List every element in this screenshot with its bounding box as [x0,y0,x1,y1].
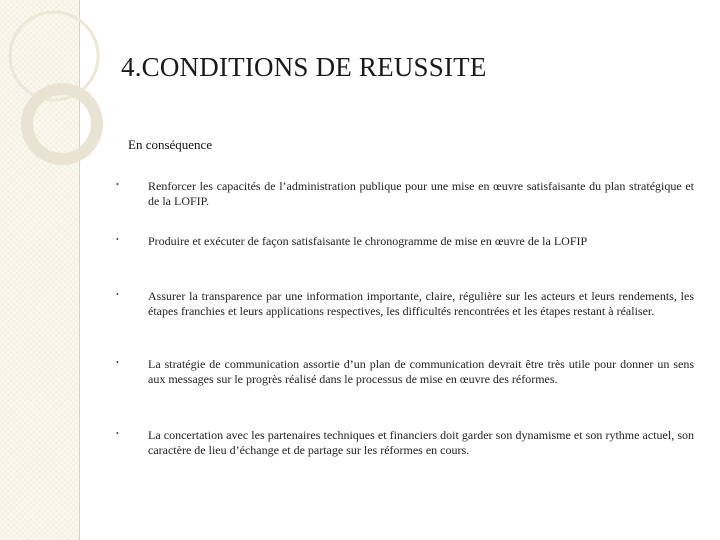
bullet-item [116,357,694,386]
bullet-dot: • [116,429,119,438]
bullet-text: Assurer la transparence par une information importante, claire, régulière sur les acteurs et leurs rendements, les étapes franchies et leurs applications respectives, les difficultés rencontrées et les étapes restant à réaliser. [148,289,694,318]
bullet-dot: • [116,180,119,189]
bullet-item [116,179,694,208]
slide-title: 4.CONDITIONS DE REUSSITE [121,52,487,82]
bullet-item [116,428,694,457]
bullet-dot: • [116,358,119,367]
bullet-dot: • [116,235,119,244]
bullet-dot: • [116,290,119,299]
bullet-text: Renforcer les capacités de l’administration publique pour une mise en œuvre satisfaisante du plan stratégique et de la LOFIP. [148,179,694,208]
bullet-item [116,289,694,318]
bullet-text: La concertation avec les partenaires techniques et financiers doit garder son dynamisme et son rythme actuel, son caractère de lieu d’échange et de partage sur les réformes en cours. [148,428,694,457]
decorative-side-panel [0,0,80,540]
bullet-item [116,234,694,249]
bullet-text: Produire et exécuter de façon satisfaisante le chronogramme de mise en œuvre de la LOFIP [148,234,588,248]
bullet-text: La stratégie de communication assortie d’un plan de communication devrait être très utile pour donner un sens aux messages sur le progrès réalisé dans le processus de mise en œuvre des réformes. [148,357,694,386]
slide-subtitle: En conséquence [128,137,213,152]
